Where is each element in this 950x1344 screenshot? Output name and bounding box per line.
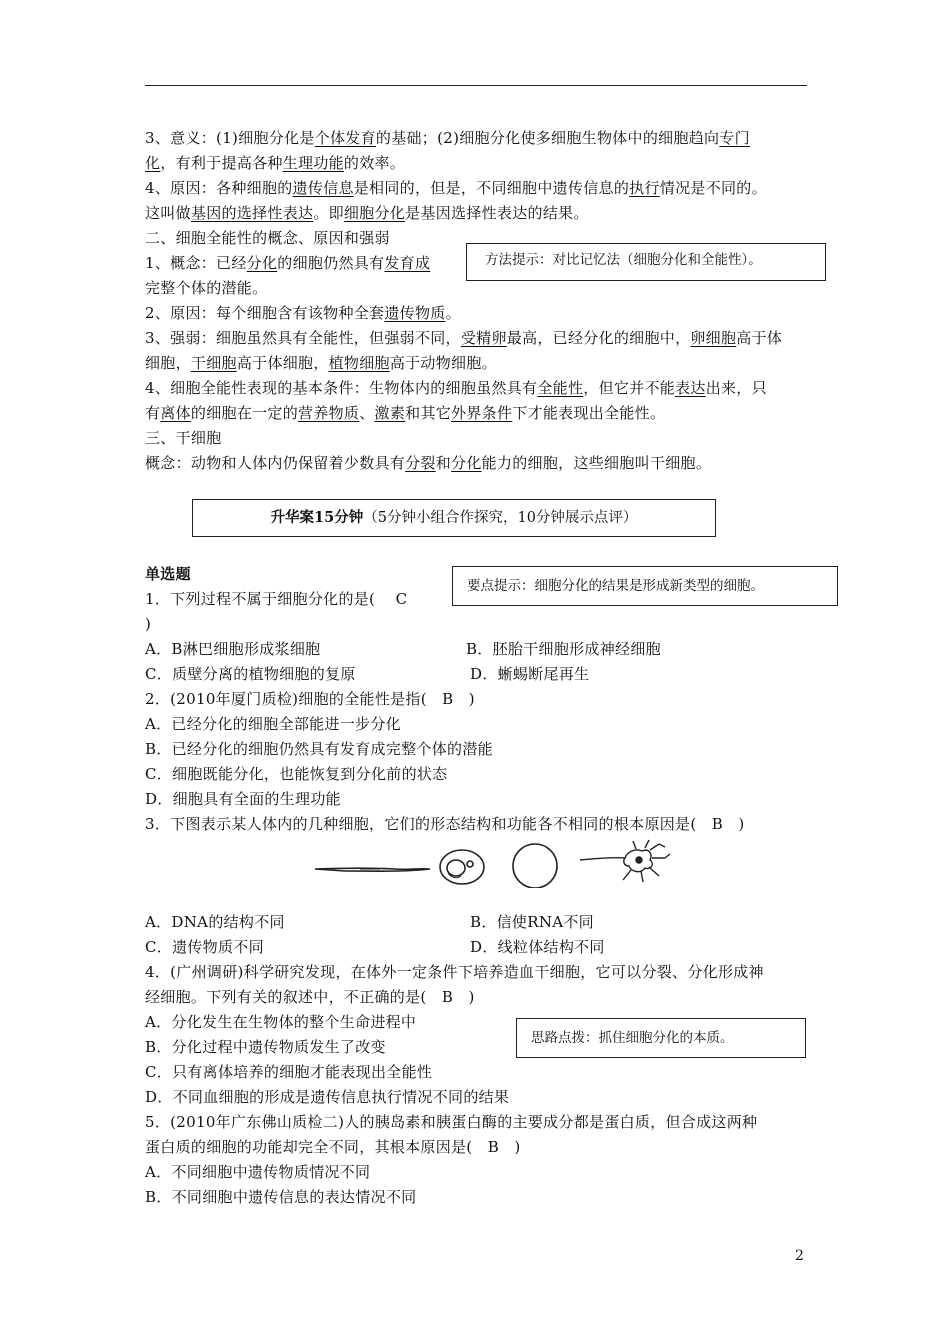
option: B．已经分化的细胞仍然具有发育成完整个体的潜能 [145,740,493,758]
key-point-tip-box: 要点提示：细胞分化的结果是形成新类型的细胞。 [452,566,838,606]
option: B．信使RNA不同 [470,913,594,931]
question: 5．(2010年广东佛山质检二)人的胰岛素和胰蛋白酶的主要成分都是蛋白质，但合成这两种 [145,1113,758,1131]
neuron-cell [580,840,670,882]
option: A．DNA的结构不同 [145,913,285,931]
text-line: 3、意义：(1)细胞分化是个体发育的基础；(2)细胞分化使多细胞生物体中的细胞趋向专门 [145,129,750,147]
question: 3．下图表示某人体内的几种细胞，它们的形态结构和功能各不相同的根本原因是( B ) [145,815,745,833]
thinking-tip-box: 思路点拨：抓住细胞分化的本质。 [516,1018,806,1058]
oval-cell [440,850,484,884]
text-line: 4、原因：各种细胞的遗传信息是相同的，但是，不同细胞中遗传信息的执行情况是不同的。 [145,179,767,197]
cell-figure [305,838,675,888]
option: D．不同血细胞的形成是遗传信息执行情况不同的结果 [145,1088,510,1106]
section-heading: 二、细胞全能性的概念、原因和强弱 [145,229,390,247]
text-line: 完整个体的潜能。 [145,279,268,297]
option: D．细胞具有全面的生理功能 [145,790,341,808]
page-number: 2 [795,1248,804,1264]
question-cont: ) [145,615,152,633]
option: B．不同细胞中遗传信息的表达情况不同 [145,1188,417,1206]
question: 2．(2010年厦门质检)细胞的全能性是指( B ) [145,690,475,708]
option: D．线粒体结构不同 [470,938,605,956]
option: C．遗传物质不同 [145,938,264,956]
option: A．B淋巴细胞形成浆细胞 [145,640,321,658]
section-heading: 三、干细胞 [145,429,222,447]
question-cont: 经细胞。下列有关的叙述中，不正确的是( B ) [145,988,475,1006]
question-heading: 单选题 [145,565,191,583]
spindle-cell [315,868,430,871]
option: C．只有离体培养的细胞才能表现出全能性 [145,1063,433,1081]
option: B．胚胎干细胞形成神经细胞 [466,640,661,658]
option: C．细胞既能分化，也能恢复到分化前的状态 [145,765,448,783]
question: 4．(广州调研)科学研究发现，在体外一定条件下培养造血干细胞，它可以分裂、分化形成神 [145,963,764,981]
text-line: 化，有利于提高各种生理功能的效率。 [145,154,406,172]
header-rule [145,85,807,86]
method-tip-box: 方法提示：对比记忆法（细胞分化和全能性）。 [466,243,826,281]
option: C．质壁分离的植物细胞的复原 [145,665,356,683]
text-line: 概念：动物和人体内仍保留着少数具有分裂和分化能力的细胞，这些细胞叫干细胞。 [145,454,712,472]
question: 1．下列过程不属于细胞分化的是( C [145,590,408,608]
banner-box: 升华案15分钟（5分钟小组合作探究，10分钟展示点评） [192,499,716,537]
text-line: 4、细胞全能性表现的基本条件：生物体内的细胞虽然具有全能性，但它并不能表达出来，只 [145,379,767,397]
question-cont: 蛋白质的细胞的功能却完全不同，其根本原因是( B ) [145,1138,521,1156]
round-cell [513,844,557,888]
text-line: 细胞，干细胞高于体细胞，植物细胞高于动物细胞。 [145,354,497,372]
text-line: 有离体的细胞在一定的营养物质、激素和其它外界条件下才能表现出全能性。 [145,404,666,422]
option: A．不同细胞中遗传物质情况不同 [145,1163,371,1181]
text-line: 1、概念：已经分化的细胞仍然具有发育成 [145,254,431,272]
option: A．已经分化的细胞全部能进一步分化 [145,715,401,733]
text-line: 2、原因：每个细胞含有该物种全套遗传物质。 [145,304,461,322]
option: B．分化过程中遗传物质发生了改变 [145,1038,386,1056]
text-line: 3、强弱：细胞虽然具有全能性，但强弱不同，受精卵最高，已经分化的细胞中，卵细胞高于体 [145,329,783,347]
text-line: 这叫做基因的选择性表达。即细胞分化是基因选择性表达的结果。 [145,204,589,222]
option: A．分化发生在生物体的整个生命进程中 [145,1013,417,1031]
option: D．蜥蜴断尾再生 [470,665,590,683]
